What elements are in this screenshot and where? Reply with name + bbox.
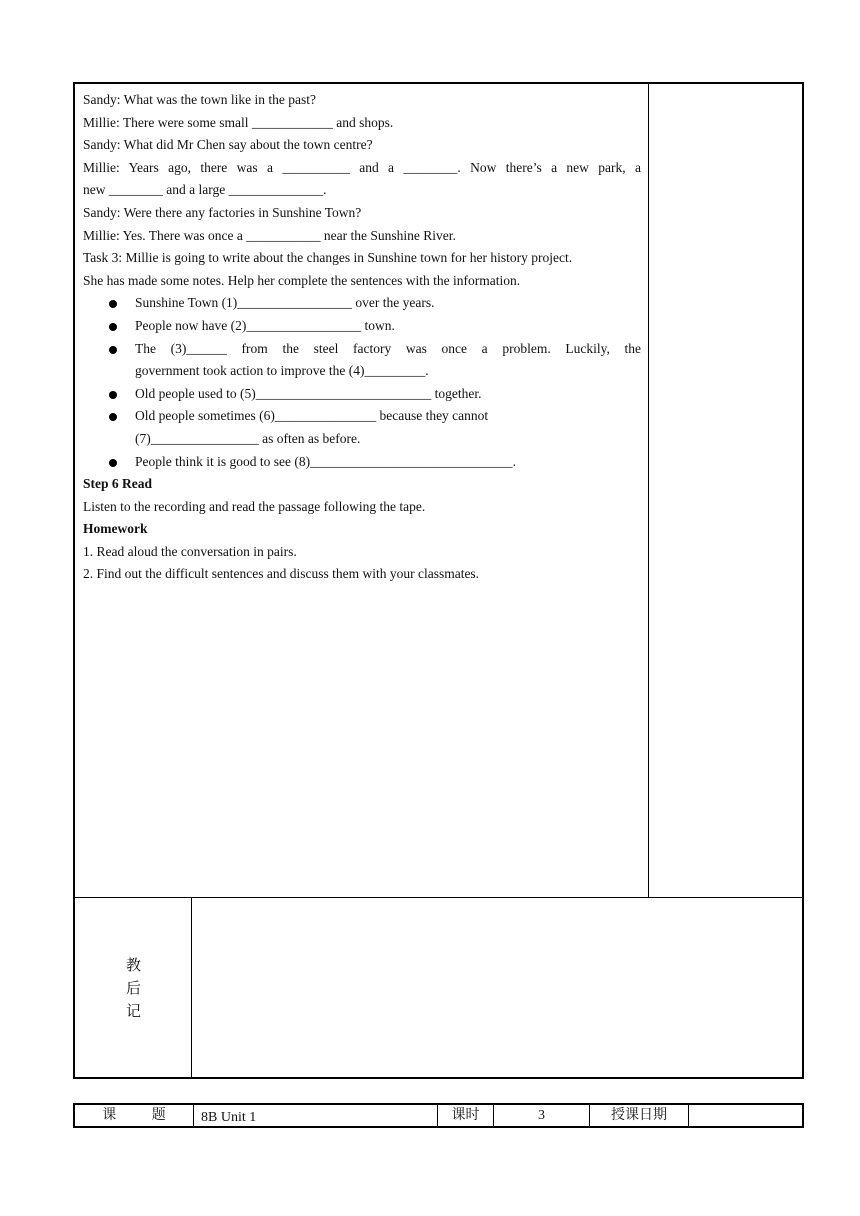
side-notes-cell — [649, 84, 804, 897]
list-item-text: People now have (2)_________________ town. — [135, 317, 395, 333]
list-item-text: Sunshine Town (1)_________________ over the years. — [135, 295, 435, 311]
step6-heading: Step 6 Read — [83, 476, 153, 492]
list-item-text: (7)________________ as often as before. — [135, 430, 361, 446]
bullet-icon — [109, 459, 117, 467]
list-item-text: The (3)______ from the steel factory was once a problem. Luckily, the — [135, 340, 641, 356]
task3-notes-list — [83, 292, 641, 473]
bullet-icon — [109, 300, 117, 308]
dialogue-block — [83, 89, 641, 247]
homework-item: 1. Read aloud the conversation in pairs. — [83, 543, 297, 559]
date-label: 授课日期 — [590, 1105, 689, 1126]
list-item — [83, 315, 641, 338]
homework-item: 2. Find out the difficult sentences and discuss them with your classmates. — [83, 566, 480, 582]
reflection-label — [75, 954, 192, 1023]
bullet-icon — [109, 323, 117, 331]
list-item — [83, 338, 641, 383]
step6-text: Listen to the recording and read the passage following the tape. — [83, 498, 426, 514]
dialogue-line: Millie: Years ago, there was a __________ and a ________. Now there’s a new park, a — [83, 159, 641, 175]
date-value — [689, 1105, 802, 1126]
bullet-icon — [109, 413, 117, 421]
reflection-label-cell — [75, 898, 192, 1079]
reflection-label-char: 后 — [125, 979, 141, 997]
task3-instruction: She has made some notes. Help her complete the sentences with the information. — [83, 272, 521, 288]
list-item — [83, 451, 641, 474]
topic-value: 8B Unit 1 — [194, 1105, 438, 1126]
bullet-icon — [109, 391, 117, 399]
list-item-text: People think it is good to see (8)______________________________. — [135, 453, 516, 469]
list-item — [83, 292, 641, 315]
dialogue-line: Sandy: What was the town like in the past? — [83, 92, 316, 107]
lesson-plan-table — [73, 82, 804, 1079]
homework-heading: Homework — [83, 521, 148, 537]
reflection-label-char: 教 — [125, 956, 141, 974]
dialogue-line: Sandy: Were there any factories in Sunshine Town? — [83, 204, 362, 220]
list-item-text: government took action to improve the (4)_________. — [135, 363, 429, 379]
list-item — [83, 383, 641, 406]
task3-instruction: Task 3: Millie is going to write about the changes in Sunshine town for her history project. — [83, 250, 573, 266]
reflection-notes-cell — [192, 898, 804, 1079]
dialogue-line: Sandy: What did Mr Chen say about the town centre? — [83, 137, 373, 153]
period-value: 3 — [494, 1105, 590, 1126]
lesson-info-table — [73, 1103, 804, 1128]
dialogue-line: Millie: There were some small ____________ and shops. — [83, 114, 394, 130]
list-item — [83, 405, 641, 450]
period-label: 课时 — [438, 1105, 494, 1126]
dialogue-line: Millie: Yes. There was once a ___________ near the Sunshine River. — [83, 227, 456, 243]
topic-label: 课 题 — [75, 1105, 194, 1126]
task3-block — [83, 247, 641, 292]
lesson-content-cell — [75, 84, 649, 897]
bullet-icon — [109, 346, 117, 354]
reflection-label-char: 记 — [125, 1002, 141, 1020]
list-item-text: Old people used to (5)__________________________ together. — [135, 385, 482, 401]
dialogue-line: new ________ and a large ______________. — [83, 182, 327, 198]
list-item-text: Old people sometimes (6)_______________ because they cannot — [135, 408, 489, 424]
